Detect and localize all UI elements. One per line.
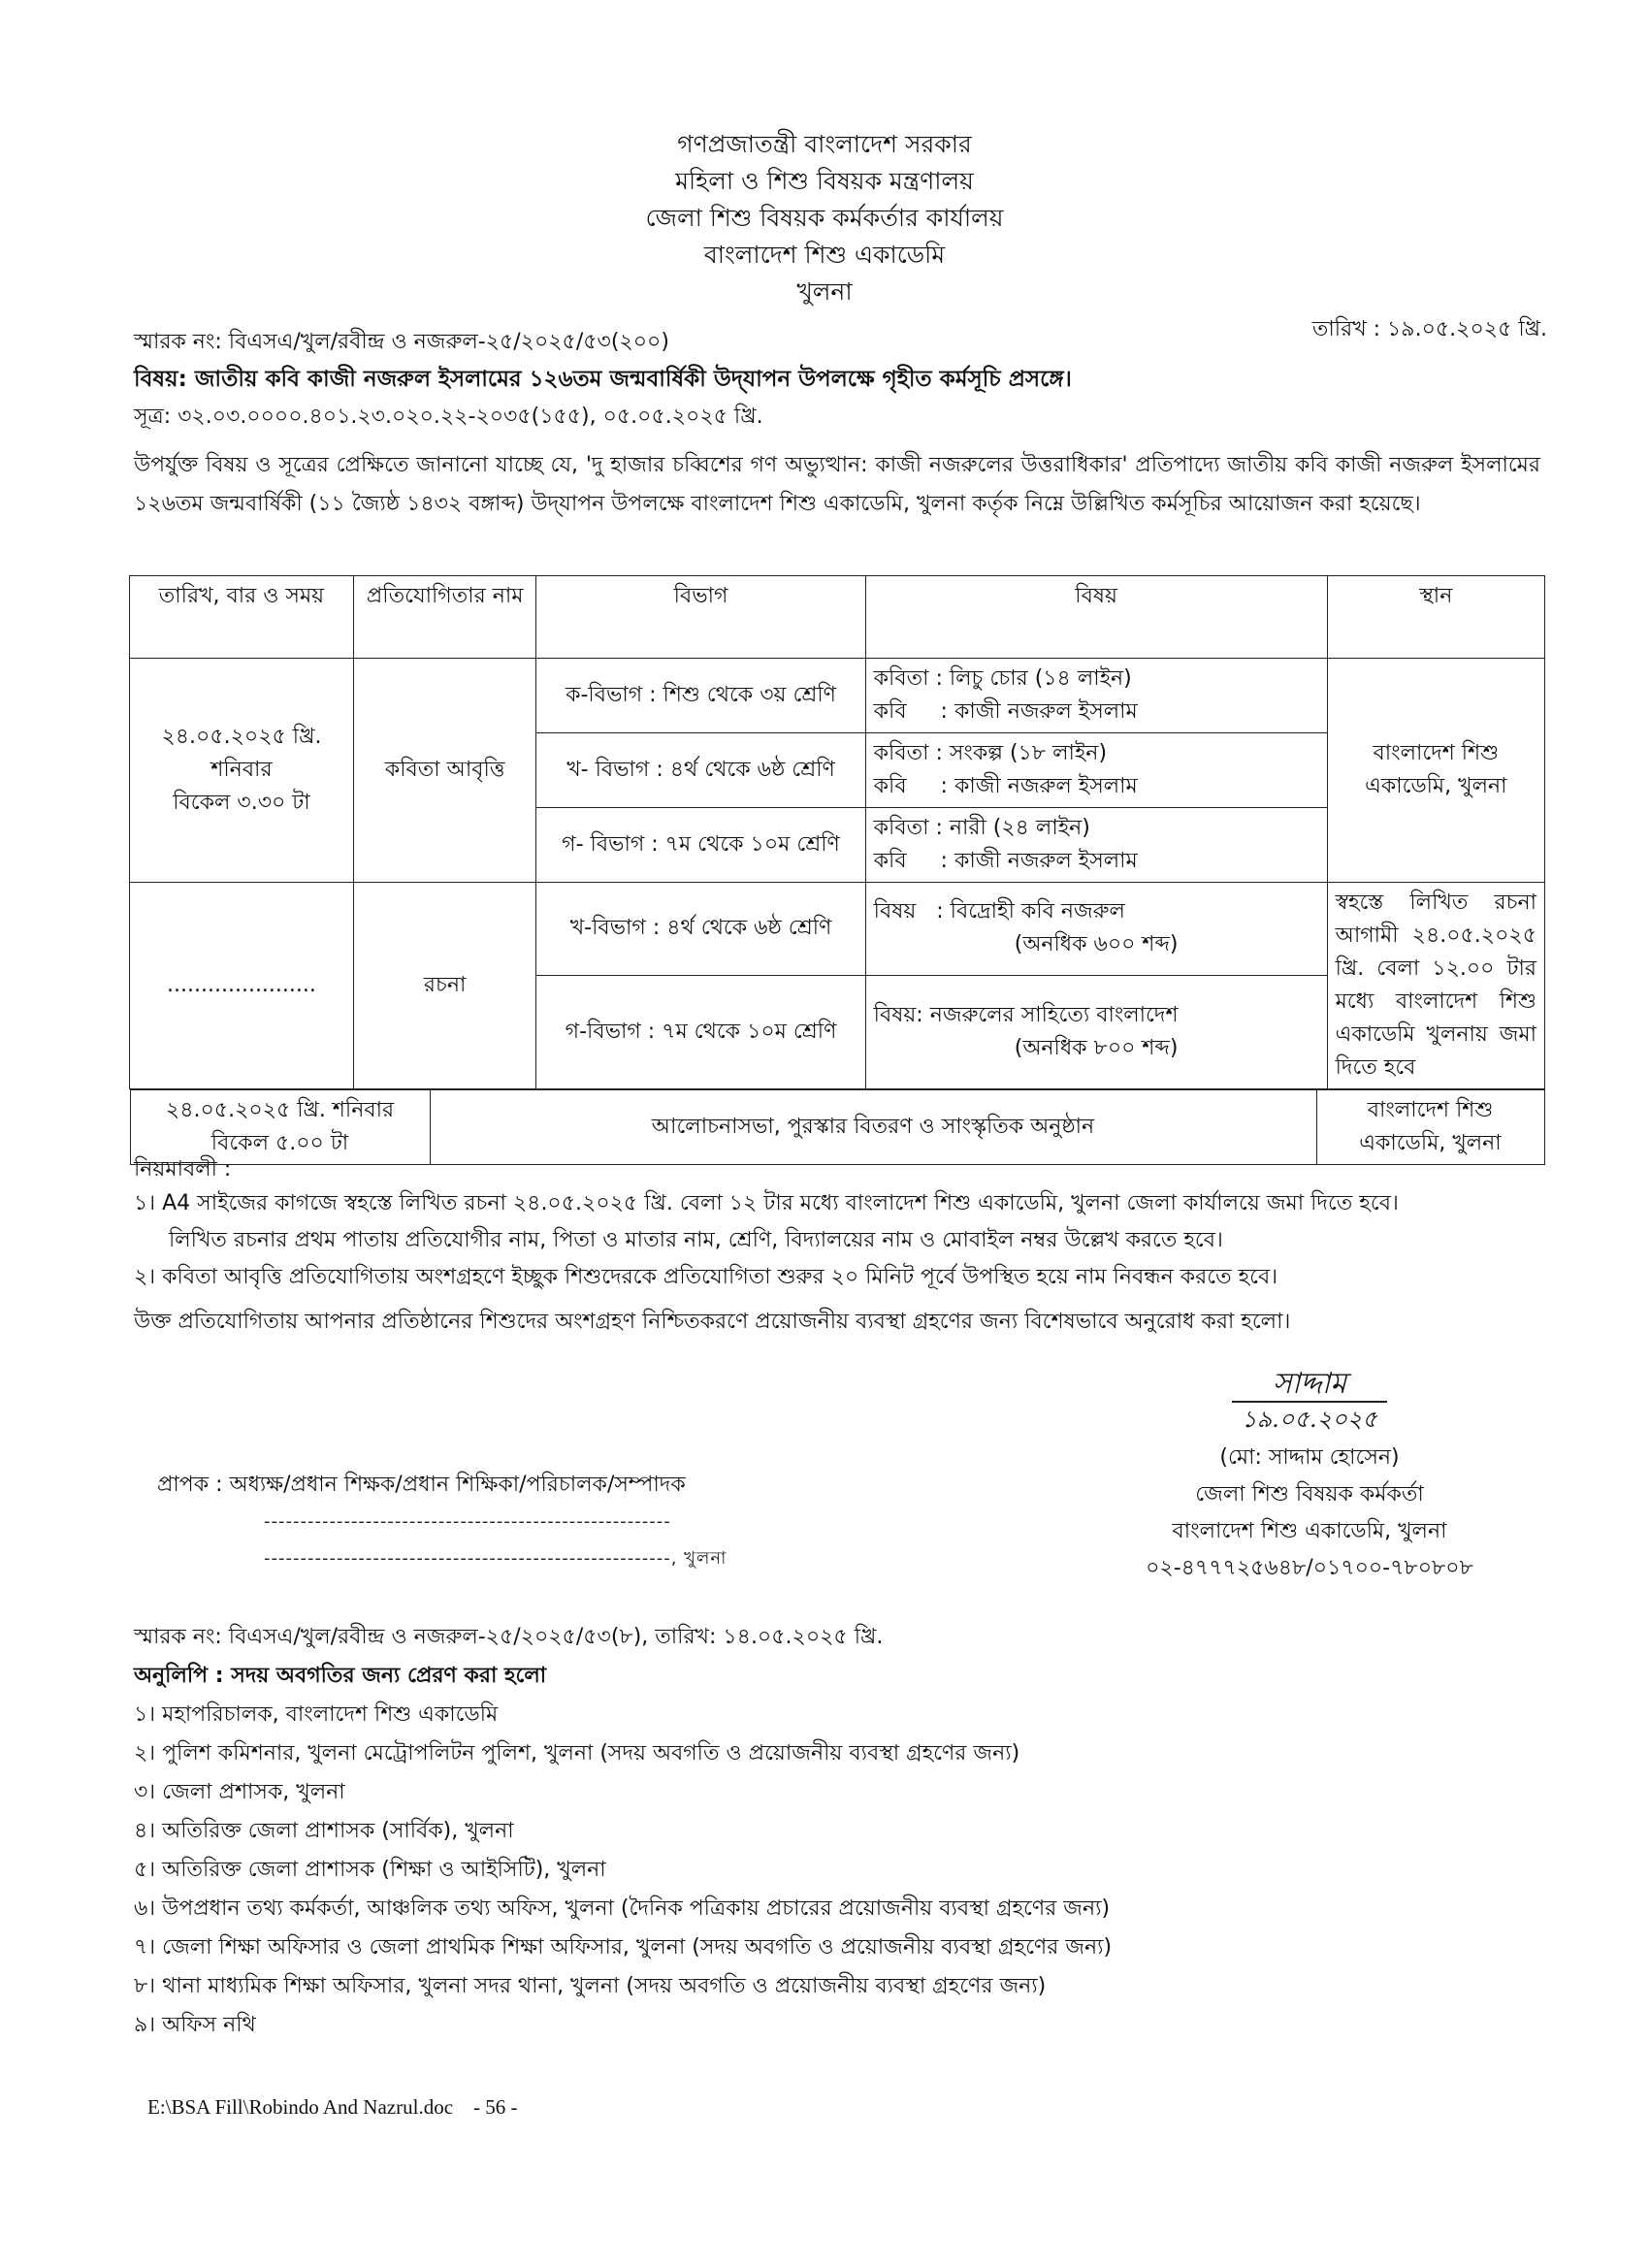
essay-topic-cell [865,883,1327,976]
rules-title: নিয়মাবলী : [134,1157,232,1182]
rule-item: ২। কবিতা আবৃত্তি প্রতিযোগিতায় অংশগ্রহণে ইচ্ছুক শিশুদেরকে প্রতিযোগিতা শুরুর ২০ মিনিট পূর্বে উপস্থিত হয়ে নাম নিবন্ধন করতে হবে। [134,1265,1278,1289]
essay-division: খ-বিভাগ : ৪র্থ থেকে ৬ষ্ঠ শ্রেণি [536,883,865,976]
essay-word-limit: (অনধিক ৮০০ শব্দ) [1014,1035,1179,1060]
ministry-name: মহিলা ও শিশু বিষয়ক মন্ত্রণালয় [675,167,974,195]
copy-item: ৮। থানা মাধ্যমিক শিক্ষা অফিসার, খুলনা সদর থানা, খুলনা (সদয় অবগতি ও প্রয়োজনীয় ব্যবস্থা গ্রহণের জন্য) [134,1974,1047,1998]
recipient-block [157,1467,727,1577]
recitation-division: গ- বিভাগ : ৭ম থেকে ১০ম শ্রেণি [536,808,865,883]
ceremony-event: আলোচনাসভা, পুরস্কার বিতরণ ও সাংস্কৃতিক অনুষ্ঠান [430,1090,1316,1165]
recitation-competition: কবিতা আবৃত্তি [353,659,535,883]
ceremony-row [130,1089,1545,1165]
copy-item: ৯। অফিস নথি [134,2013,256,2037]
poet-name: কবি : কাজী নজরুল ইসলাম [873,699,1138,724]
recipient-blank-line-city: --------------------------------------------------------, খুলনা [264,1548,728,1569]
recipient-blank-line: -------------------------------------------------------- [264,1511,671,1532]
file-path-footer: E:\BSA Fill\Robindo And Nazrul.doc - 56 - [147,2095,518,2119]
signatory-designation: জেলা শিশু বিষয়ক কর্মকর্তা [1195,1482,1424,1507]
header-venue: স্থান [1327,576,1544,659]
essay-venue: স্বহস্তে লিখিত রচনা আগামী ২৪.০৫.২০২৫ খ্রি. বেলা ১২.০০ টার মধ্যে বাংলাদেশ শিশু একাডেমি খুলনায় জমা দিতে হবে [1327,883,1544,1089]
signatory-name: (মো: সাদ্দাম হোসেন) [1219,1445,1400,1470]
essay-date: ...................... [130,883,354,1089]
recitation-topic-cell [865,808,1327,883]
copy-item: ৪। অতিরিক্ত জেলা প্রাশাসক (সার্বিক), খুলনা [134,1819,514,1843]
header-division: বিভাগ [536,576,865,659]
essay-topic-cell [865,975,1327,1088]
memo-number: স্মারক নং: বিএসএ/খুল/রবীন্দ্র ও নজরুল-২৫/২০২৫/৫৩(২০০) [134,330,669,354]
recitation-venue: বাংলাদেশ শিশু একাডেমি, খুলনা [1327,659,1544,883]
poem-title: কবিতা : নারী (২৪ লাইন) [873,816,1090,840]
copy-item: ৩। জেলা প্রশাসক, খুলনা [134,1780,345,1804]
table-row [130,1089,1545,1166]
poet-name: কবি : কাজী নজরুল ইসলাম [873,774,1138,798]
signature: সাদ্দাম [1272,1367,1347,1401]
signatory-office: বাংলাদেশ শিশু একাডেমি, খুলনা [1172,1519,1447,1543]
rules-list [134,1185,1550,1296]
request-line: উক্ত প্রতিযোগিতায় আপনার প্রতিষ্ঠানের শিশুদের অংশগ্রহণ নিশ্চিতকরণে প্রয়োজনীয় ব্যবস্থা গ্রহণের জন্য বিশেষভাবে অনুরোধ করা হলো। [134,1310,1291,1334]
signature-date: ১৯.০৫.২০২৫ [1232,1401,1387,1436]
header-topic: বিষয় [865,576,1327,659]
recitation-topic-cell [865,659,1327,733]
recipient-label: প্রাপক : অধ্যক্ষ/প্রধান শিক্ষক/প্রধান শিক্ষিকা/পরিচালক/সম্পাদক [157,1473,686,1497]
organization-name: বাংলাদেশ শিশু একাডেমি [703,241,946,269]
table-row [130,883,1545,976]
government-name: গণপ্রজাতন্ত্রী বাংলাদেশ সরকার [677,130,972,158]
office-name: জেলা শিশু বিষয়ক কর্মকর্তার কার্যালয় [645,204,1004,232]
rule-item: লিখিত রচনার প্রথম পাতায় প্রতিযোগীর নাম, পিতা ও মাতার নাম, শ্রেণি, বিদ্যালয়ের নাম ও মোবাইল নম্বর উল্লেখ করতে হবে। [169,1228,1223,1252]
essay-topic: বিষয় : বিদ্রোহী কবি নজরুল [873,899,1125,924]
copy-item: ১। মহাপরিচালক, বাংলাদেশ শিশু একাডেমি [134,1702,499,1727]
essay-division: গ-বিভাগ : ৭ম থেকে ১০ম শ্রেণি [536,975,865,1088]
copy-title: অনুলিপি : সদয় অবগতির জন্য প্রেরণ করা হলো [134,1664,547,1688]
copy-item: ৭। জেলা শিক্ষা অফিসার ও জেলা প্রাথমিক শিক্ষা অফিসার, খুলনা (সদয় অবগতি ও প্রয়োজনীয় ব্যবস্থা গ্রহণের জন্য) [134,1935,1113,1960]
essay-competition: রচনা [353,883,535,1089]
ceremony-venue: বাংলাদেশ শিশু একাডেমি, খুলনা [1316,1090,1544,1165]
ceremony-time: বিকেল ৫.০০ টা [210,1131,349,1155]
letterhead [0,126,1649,310]
signature-block [1116,1368,1504,1587]
recitation-topic-cell [865,733,1327,808]
copy-section [134,1618,1540,2045]
subject-line: বিষয়: জাতীয় কবি কাজী নজরুল ইসলামের ১২৬তম জন্মবার্ষিকী উদ্‌যাপন উপলক্ষে গৃহীত কর্মসূচি প্রসঙ্গে। [134,367,1072,392]
recitation-division: খ- বিভাগ : ৪র্থ থেকে ৬ষ্ঠ শ্রেণি [536,733,865,808]
poem-title: কবিতা : লিচু চোর (১৪ লাইন) [873,666,1132,691]
reference-line: সূত্র: ৩২.০৩.০০০০.৪০১.২৩.০২০.২২-২০৩৫(১৫৫), ০৫.০৫.২০২৫ খ্রি. [134,405,763,429]
program-table [129,575,1545,1165]
header-competition: প্রতিযোগিতার নাম [353,576,535,659]
recitation-date: ২৪.০৫.২০২৫ খ্রি. [161,725,322,749]
table-header-row [130,576,1545,659]
recitation-date-cell [130,659,354,883]
table-row [130,659,1545,733]
copy-item: ৫। অতিরিক্ত জেলা প্রাশাসক (শিক্ষা ও আইসিটি), খুলনা [134,1858,606,1882]
poem-title: কবিতা : সংকল্প (১৮ লাইন) [873,741,1108,765]
header-date: তারিখ, বার ও সময় [130,576,354,659]
essay-topic: বিষয়: নজরুলের সাহিত্যে বাংলাদেশ [873,1002,1179,1027]
body-paragraph: উপর্যুক্ত বিষয় ও সূত্রের প্রেক্ষিতে জানানো যাচ্ছে যে, 'দু হাজার চব্বিশের গণ অভ্যুত্থান: কাজী নজরুলের উত্তরাধিকার' প্রতিপাদ্যে জাতীয় কবি কাজী নজরুল ইসলামের ১২৬তম জন্মবার্ষিকী (১১ জ্যৈষ্ঠ ১৪৩২ বঙ্গাব্দ) উদ্‌যাপন উপলক্ষে বাংলাদেশ শিশু একাডেমি, খুলনা কর্তৃক নিম্নে উল্লিখিত কর্মসূচির আয়োজন করা হয়েছে। [134,453,1540,516]
copy-item: ৬। উপপ্রধান তথ্য কর্মকর্তা, আঞ্চলিক তথ্য অফিস, খুলনা (দৈনিক পত্রিকায় প্রচারের প্রয়োজনীয় ব্যবস্থা গ্রহণের জন্য) [134,1896,1111,1921]
recitation-day: শনিবার [210,758,273,782]
location-name: খুলনা [796,277,853,306]
essay-word-limit: (অনধিক ৬০০ শব্দ) [1014,932,1179,957]
poet-name: কবি : কাজী নজরুল ইসলাম [873,849,1138,873]
recitation-division: ক-বিভাগ : শিশু থেকে ৩য় শ্রেণি [536,659,865,733]
rule-item: ১। A4 সাইজের কাগজে স্বহস্তে লিখিত রচনা ২৪.০৫.২০২৫ খ্রি. বেলা ১২ টার মধ্যে বাংলাদেশ শিশু একাডেমি, খুলনা জেলা কার্যালয়ে জমা দিতে হবে। [134,1191,1399,1215]
signatory-phone: ০২-৪৭৭৭২৫৬৪৮/০১৭০০-৭৮০৮০৮ [1146,1556,1473,1580]
copy-item: ২। পুলিশ কমিশনার, খুলনা মেট্রোপলিটন পুলিশ, খুলনা (সদয় অবগতি ও প্রয়োজনীয় ব্যবস্থা গ্রহণের জন্য) [134,1741,1020,1766]
copy-memo-number: স্মারক নং: বিএসএ/খুল/রবীন্দ্র ও নজরুল-২৫/২০২৫/৫৩(৮), তারিখ: ১৪.০৫.২০২৫ খ্রি. [134,1625,884,1649]
recitation-time: বিকেল ৩.৩০ টা [173,791,310,815]
ceremony-date: ২৪.০৫.২০২৫ খ্রি. শনিবার [165,1098,395,1122]
memo-date: তারিখ : ১৯.০৫.২০২৫ খ্রি. [1311,317,1547,341]
